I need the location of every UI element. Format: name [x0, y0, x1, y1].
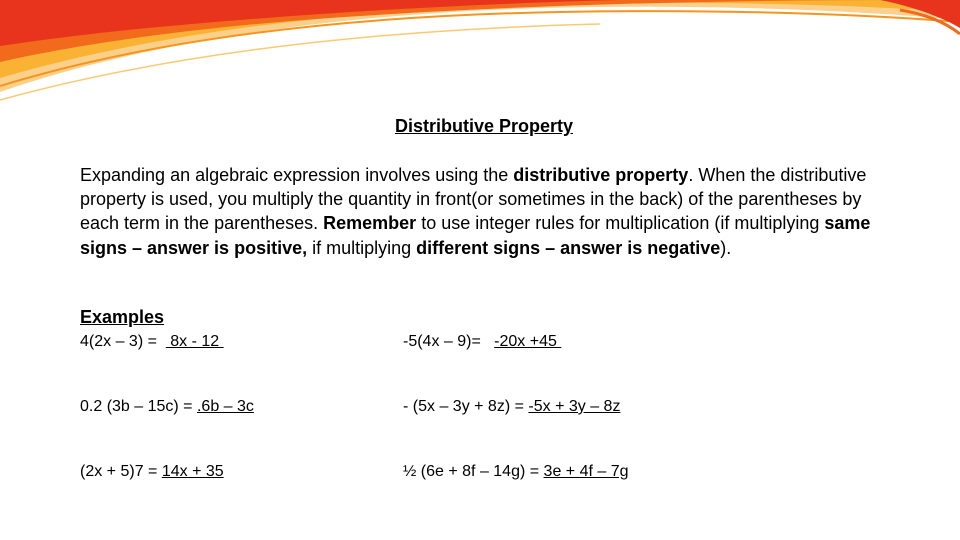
examples-heading: Examples — [80, 307, 165, 327]
example-problem: -5(4x – 9)= — [403, 333, 495, 350]
example-2 — [403, 333, 561, 351]
example-answer: 3e + 4f – 7g — [543, 463, 629, 480]
example-answer: .6b – 3c — [196, 398, 254, 415]
example-3 — [80, 398, 254, 416]
example-answer: -5x + 3y – 8z — [528, 398, 621, 415]
header-swoosh-decoration — [0, 0, 960, 120]
para-text: ). — [720, 237, 732, 258]
example-problem: - (5x – 3y + 8z) = — [403, 398, 529, 415]
para-bold-text: same signs – answer is positive, — [80, 213, 871, 258]
para-bold-text: distributive property — [513, 165, 689, 185]
para-bold-text: different signs – answer is negative — [416, 237, 721, 258]
example-6 — [403, 463, 629, 481]
intro-paragraph — [80, 163, 890, 260]
page-title: Distributive Property — [394, 116, 574, 136]
example-4 — [403, 398, 620, 416]
para-bold-text: Remember — [323, 213, 417, 234]
example-problem: 4(2x – 3) = — [80, 333, 166, 350]
example-1 — [80, 333, 224, 351]
example-answer: 8x - 12 — [165, 333, 224, 350]
para-text: . When the distributive property is used, you multiply the quantity in front(or sometimes in the back) of the parentheses by each term in the parentheses. — [80, 165, 867, 234]
example-5 — [80, 463, 224, 481]
example-answer: -20x +45 — [494, 333, 562, 350]
example-problem: (2x + 5)7 = — [80, 463, 162, 480]
para-text: if multiplying — [307, 237, 417, 258]
example-problem: ½ (6e + 8f – 14g) = — [403, 463, 544, 480]
para-text: to use integer rules for multiplication (if multiplying — [416, 213, 825, 234]
para-text: Expanding an algebraic expression involves using the — [80, 165, 514, 185]
example-answer: 14x + 35 — [161, 463, 224, 480]
example-problem: 0.2 (3b – 15c) = — [80, 398, 197, 415]
